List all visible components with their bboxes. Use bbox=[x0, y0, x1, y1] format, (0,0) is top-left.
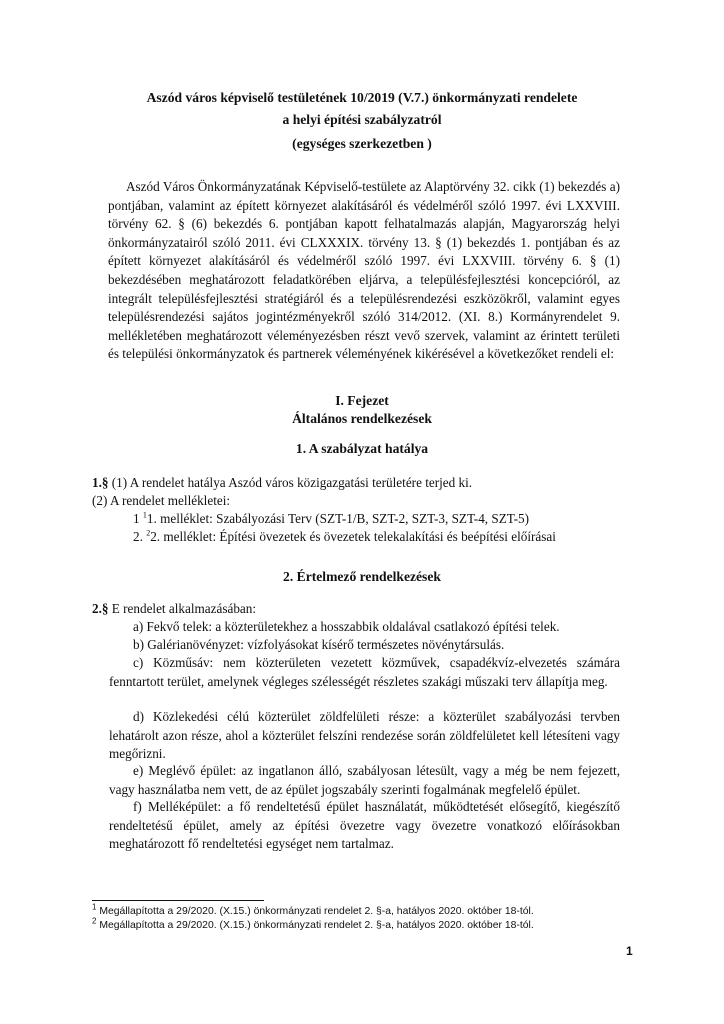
definition-b: b) Galérianövényzet: vízfolyásokat kísérő természetes növénytársulás. bbox=[133, 637, 505, 652]
document-title: Aszód város képviselő testületének 10/2019 (V.7.) önkormányzati rendelete bbox=[146, 90, 578, 105]
footnote-ref-1[interactable]: 1 bbox=[142, 510, 147, 520]
definition-f: f) Melléképület: a fő rendeltetésű épület használatát, működtetését elősegítő, kiegészítő rendeltetésű épület, amely az építési övezetre vagy övezetre vonatkozó előírásokban meghatározott fő rendeltetési egységet nem tartalmaz. bbox=[109, 799, 620, 852]
chapter-title: Általános rendelkezések bbox=[292, 411, 432, 426]
preamble-paragraph: Aszód Város Önkormányzatának Képviselő-testülete az Alaptörvény 32. cikk (1) bekezdés a) pontjában, valamint az épített környezet alakításáról és védelméről szóló 1997. évi LXXVIII. törvény 62. § (6) bekezdés 6. pontjában kapott felhatalmazás alapján, Magyarország helyi önkormányzatairól szóló 2011. évi CLXXXIX. törvény 13. § (1) bekezdés 1. pontjában és az épített környezet alakításáról és védelméről szóló 1997. évi LXXVIII. törvény 6. § (1) bekezdésében meghatározott feladatkörében eljárva, a településfejlesztési koncepcióról, az integrált településfejlesztési stratégiáról és a településrendezési eszközökről, valamint egyes településrendezési sajátos jogintézményekről szóló 314/2012. (XI. 8.) Kormányrendelet 9. mellékletében meghatározott véleményezésben részt vevő szervek, valamint az érintett területi és települési önkormányzatok és partnerek véleményének kikérésével a következőket rendeli el: bbox=[108, 179, 620, 362]
document-consolidation-note: (egységes szerkezetben ) bbox=[292, 136, 432, 151]
annex-item-1: 1 $^1$1. melléklet: Szabályozási Terv (SZT-1/B, SZT-2, SZT-3, SZT-4, SZT-5) bbox=[133, 510, 529, 526]
paragraph-mark: 2.§ bbox=[92, 601, 109, 616]
section-1-heading: 1. A szabályzat hatálya bbox=[295, 441, 429, 456]
footnote-mark: 2 bbox=[92, 916, 97, 926]
paragraph-mark: 1.§ bbox=[92, 475, 109, 490]
section-1-paragraph-2: (2) A rendelet mellékletei: bbox=[92, 493, 231, 508]
document-subtitle: a helyi építési szabályzatról bbox=[282, 112, 442, 127]
footnote-1: $^1$ Megállapította a 29/2020. (X.15.) önkormányzati rendelet 2. §-a, hatályos 2020. október 18-tól. bbox=[92, 902, 534, 917]
definition-a: a) Fekvő telek: a közterületekhez a hosszabbik oldalával csatlakozó építési telek. bbox=[133, 619, 560, 634]
section-2-heading: 2. Értelmező rendelkezések bbox=[283, 569, 441, 584]
footnote-2: $^2$ Megállapította a 29/2020. (X.15.) önkormányzati rendelet 2. §-a, hatályos 2020. október 18-tól. bbox=[92, 916, 534, 931]
page-number: 1 bbox=[626, 944, 633, 958]
section-1-paragraph-1 bbox=[92, 474, 472, 492]
definition-d: d) Közlekedési célú közterület zöldfelületi része: a közterület szabályozási tervben lehatárolt azon része, ahol a közterület felszíni rendezése során zöldfelületet kell létesíteni vagy megőrizni. bbox=[109, 709, 620, 762]
paragraph-text: (1) A rendelet hatálya Aszód város közigazgatási területére terjed ki. bbox=[108, 475, 473, 490]
chapter-number: I. Fejezet bbox=[335, 393, 389, 408]
annex-item-2: 2. $^2$2. melléklet: Építési övezetek és övezetek telekalakítási és beépítési előírásai bbox=[133, 528, 556, 544]
footnote-mark: 1 bbox=[92, 902, 97, 912]
definition-e: e) Meglévő épület: az ingatlanon álló, szabályosan létesült, vagy a még be nem fejezett, vagy használatba nem vett, de az épület jogszabály szerinti fogalmának megfelelő épület. bbox=[109, 763, 620, 797]
footnote-ref-2[interactable]: 2 bbox=[146, 528, 151, 538]
definition-c: c) Közműsáv: nem közterületen vezetett közművek, csapadékvíz-elvezetés számára fenntartott terület, amelynek végleges szélességét részletes szakági műszaki terv állapítja meg. bbox=[109, 655, 620, 689]
footnote-separator bbox=[92, 900, 264, 901]
section-2-intro: 2.§ E rendelet alkalmazásában: bbox=[92, 601, 257, 616]
